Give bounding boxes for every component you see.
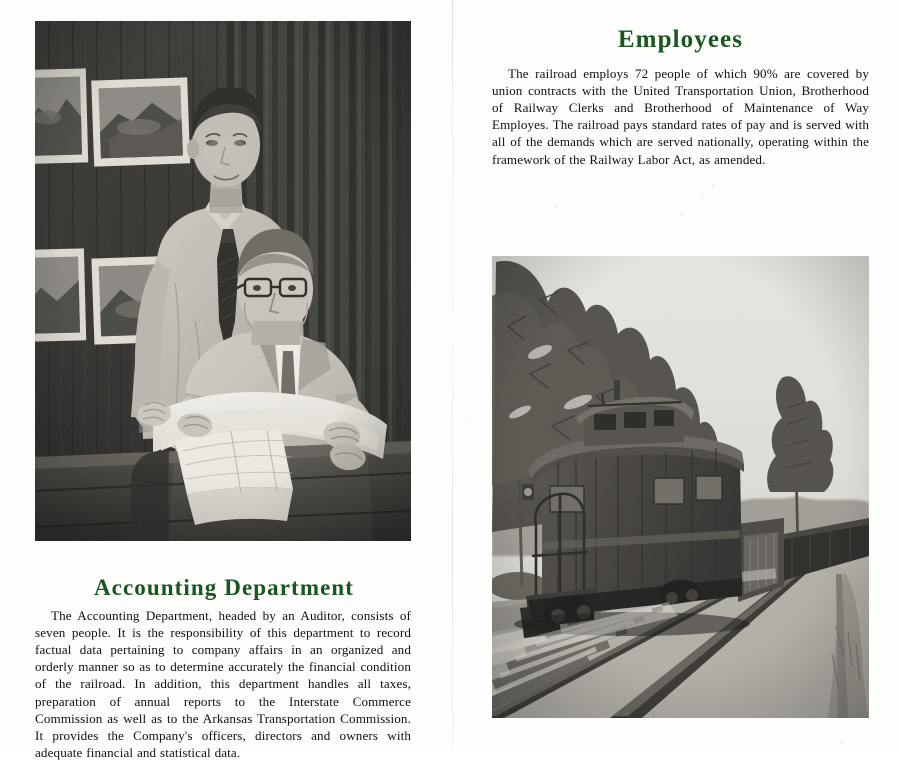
accounting-department-paragraph: The Accounting Department, headed by an Auditor, consists of seven people. It is the responsibility of this department to record factual data pertaining to company affairs in an organized and orderly manner so as to determine accurately the financial condition of the railroad. In addition, this department handles all taxes, preparation of annual reports to the Interstate Commerce Commission as well as to the Arkansas Transportation Commission. It provides the Company's officers, directors and owners with adequate financial and statistical data. xyxy=(35,608,411,760)
accounting-department-heading: Accounting Department xyxy=(93,575,355,601)
employees-paragraph: The railroad employs 72 people of which 90% are covered by union contracts with the United Transportation Union, Brotherhood of Railway Clerks and Brotherhood of Maintenance of Way Employes. The railroad pays standard rates of pay and is served with all of the demands which are served nationally, operating within the framework of the Railway Labor Act, as amended. xyxy=(492,66,869,167)
employees-heading: Employees xyxy=(617,25,744,53)
caboose-train-photo xyxy=(492,256,869,718)
right-page-column xyxy=(492,0,869,750)
accounting-department-photo xyxy=(35,21,411,541)
page-gutter-fold xyxy=(452,0,453,750)
left-page-column xyxy=(35,0,413,760)
